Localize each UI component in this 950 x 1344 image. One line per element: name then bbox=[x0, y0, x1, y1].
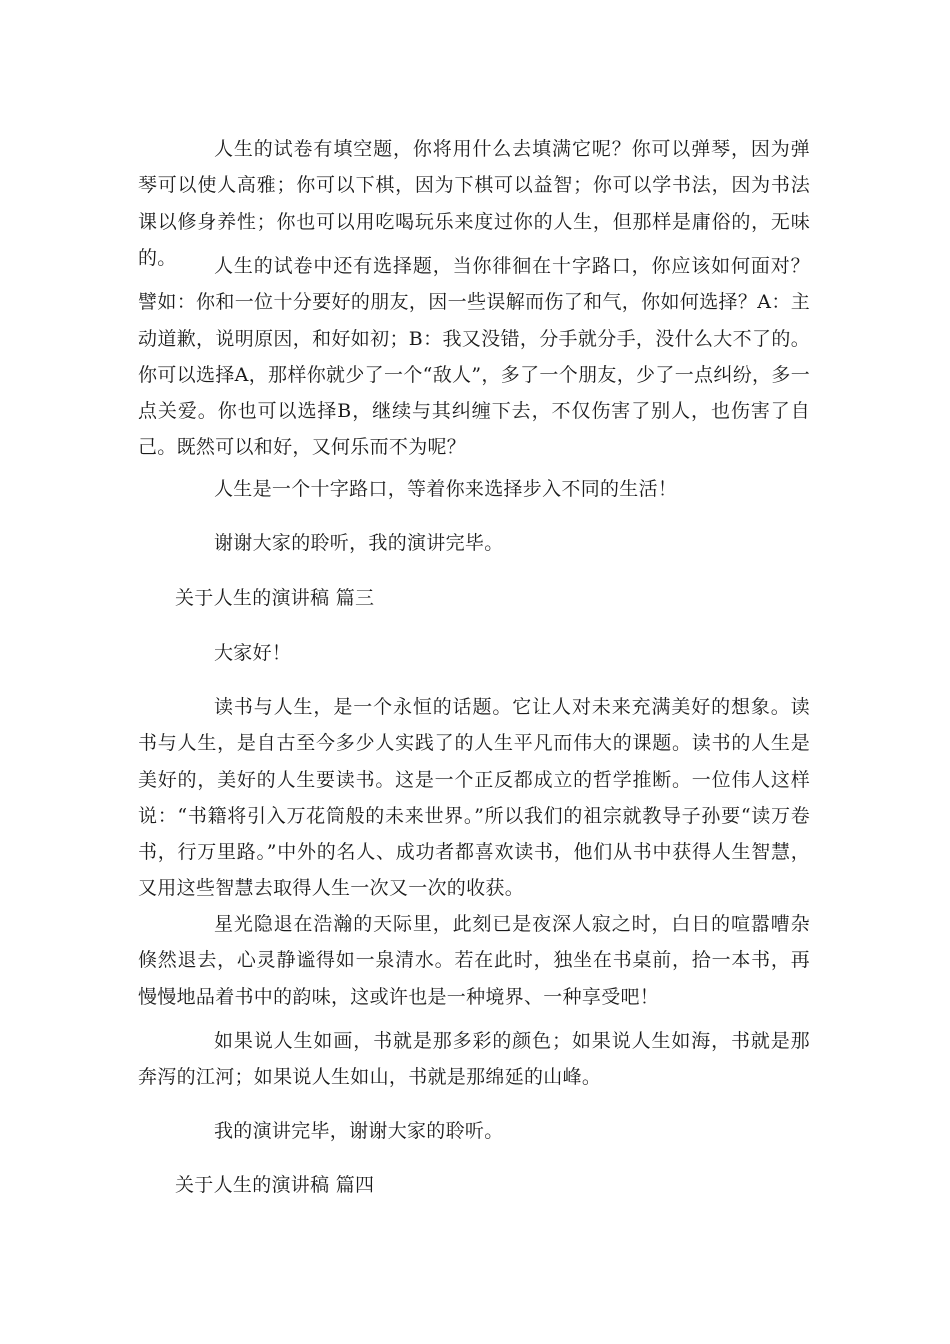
paragraph-crossroads: 人生是一个十字路口，等着你来选择步入不同的生活！ bbox=[214, 478, 678, 500]
paragraph-closing: 我的演讲完毕，谢谢大家的聆听。 bbox=[214, 1120, 504, 1142]
paragraph-fill-in-blank: 人生的试卷有填空题，你将用什么去填满它呢？你可以弹琴，因为弹琴可以使人高雅；你可以下棋，因为下棋可以益智；你可以学书法，因为书法课以修身养性；你也可以用吃喝玩乐来度过你的人生，但那样是庸俗的，无味的。 bbox=[138, 138, 810, 269]
paragraph-greeting: 大家好！ bbox=[214, 642, 292, 664]
paragraph-life-metaphors: 如果说人生如画，书就是那多彩的颜色；如果说人生如海，书就是那奔泻的江河；如果说人生如山，书就是那绵延的山峰。 bbox=[138, 1030, 810, 1089]
section-heading-part-three: 关于人生的演讲稿 篇三 bbox=[175, 587, 375, 609]
paragraph-reading-and-life: 读书与人生，是一个永恒的话题。它让人对未来充满美好的想象。读书与人生，是自古至今多少人实践了的人生平凡而伟大的课题。读书的人生是美好的，美好的人生要读书。这是一个正反都成立的哲学推断。一位伟人这样说：“书籍将引入万花筒般的未来世界。”所以我们的祖宗就教导子孙要“读万卷书，行万里路。”中外的名人、成功者都喜欢读书，他们从书中获得人生智慧，又用这些智慧去取得人生一次又一次的收获。 bbox=[138, 696, 810, 900]
paragraph-thanks: 谢谢大家的聆听，我的演讲完毕。 bbox=[214, 532, 504, 554]
section-heading-part-four: 关于人生的演讲稿 篇四 bbox=[175, 1174, 375, 1196]
paragraph-multiple-choice: 人生的试卷中还有选择题，当你徘徊在十字路口，你应该如何面对？譬如：你和一位十分要好的朋友，因一些误解而伤了和气，你如何选择？A：主动道歉，说明原因，和好如初；B：我又没错，分手就分手，没什么大不了的。你可以选择A，那样你就少了一个“敌人”，多了一个朋友，少了一点纠纷，多一点关爱。你也可以选择B，继续与其纠缠下去，不仅伤害了别人，也伤害了自己。既然可以和好，又何乐而不为呢？ bbox=[138, 255, 810, 459]
paragraph-starlight: 星光隐退在浩瀚的天际里，此刻已是夜深人寂之时，白日的喧嚣嘈杂倏然退去，心灵静谧得如一泉清水。若在此时，独坐在书桌前，拾一本书，再慢慢地品着书中的韵味，这或许也是一种境界、一种享受吧！ bbox=[138, 913, 810, 1008]
